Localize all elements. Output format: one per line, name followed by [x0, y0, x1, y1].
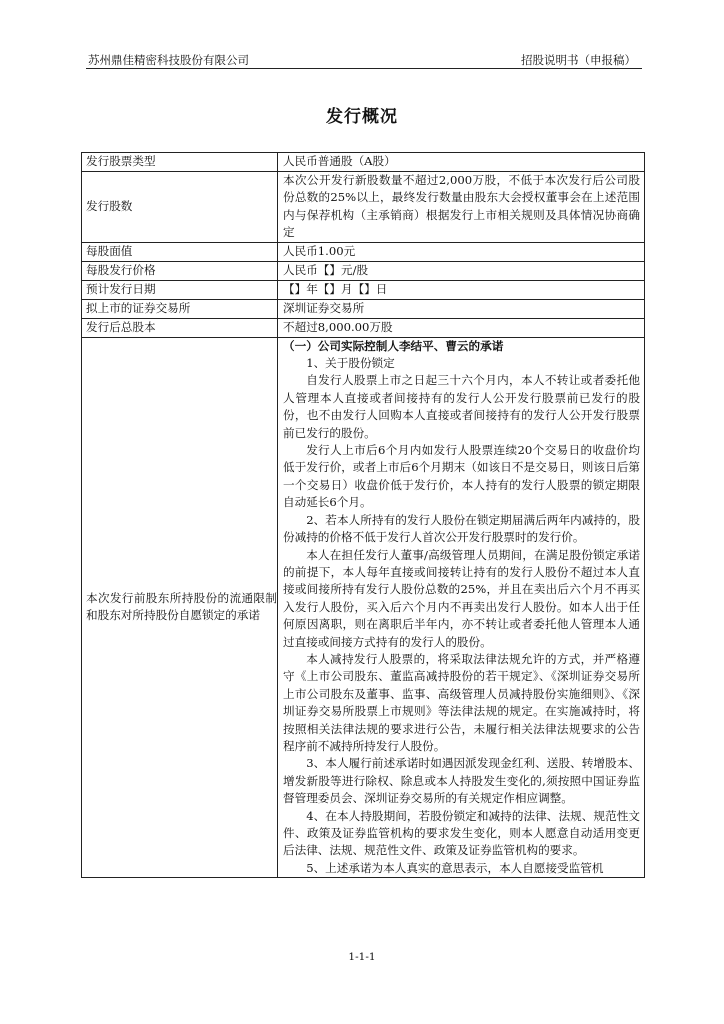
commitment-paragraph: 发行人上市后6个月内如发行人股票连续20个交易日的收盘价均低于发行价，或者上市后6个月期末（如该日不是交易日，则该日后第一个交易日）收盘价低于发行价，本人持有的发行人股票的锁定期限自动延长6个月。	[283, 443, 640, 510]
table-row	[82, 318, 645, 337]
row-value-par-value: 人民币1.00元	[278, 242, 645, 261]
row-value-stock-type: 人民币普通股（A股）	[278, 153, 645, 172]
table-row	[82, 299, 645, 318]
commitment-paragraph: 4、在本人持股期间，若股份锁定和减持的法律、法规、规范性文件、政策及证券监管机构的要求发生变化，则本人愿意自动适用变更后法律、法规、规范性文件、政策及证券监管机构的要求。	[283, 808, 640, 858]
row-label-issue-price: 每股发行价格	[82, 261, 278, 280]
row-label-total-shares: 发行后总股本	[82, 318, 278, 337]
commitment-paragraph: 2、若本人所持有的发行人股份在锁定期届满后两年内减持的，股份减持的价格不低于发行人首次公开发行股票时的发行价。	[283, 512, 640, 545]
document-name: 招股说明书（申报稿）	[521, 53, 636, 67]
page-title: 发行概况	[326, 107, 398, 127]
table-row	[82, 153, 645, 172]
table-row	[82, 337, 645, 878]
row-label-issue-shares: 发行股数	[82, 172, 278, 243]
row-label-exchange: 拟上市的证券交易所	[82, 299, 278, 318]
row-label-lockup: 本次发行前股东所持股份的流通限制和股东对所持股份自愿锁定的承诺	[86, 591, 277, 623]
row-label-issue-date: 预计发行日期	[82, 280, 278, 299]
issuance-overview-table	[81, 152, 645, 878]
commitment-heading: （一）公司实际控制人李结平、曹云的承诺	[283, 338, 504, 353]
row-label-stock-type: 发行股票类型	[82, 153, 278, 172]
table-row	[82, 242, 645, 261]
commitment-paragraph: 3、本人履行前述承诺时如遇因派发现金红利、送股、转增股本、增发新股等进行除权、除息或本人持股发生变化的,须按照中国证券监督管理委员会、深圳证券交易所的有关规定作相应调整。	[283, 756, 640, 806]
page-number: 1-1-1	[348, 951, 376, 963]
row-value-lockup-cell	[278, 337, 645, 878]
row-value-issue-shares: 本次公开发行新股数量不超过2,000万股，不低于本次发行后公司股份总数的25%以上，最终发行数量由股东大会授权董事会在上述范围内与保荐机构（主承销商）根据发行上市相关规则及具体情况协商确定	[283, 173, 640, 240]
row-value-issue-date: 【】年【】月【】日	[278, 280, 645, 299]
row-value-issue-price: 人民币【】元/股	[278, 261, 645, 280]
row-value-exchange: 深圳证券交易所	[278, 299, 645, 318]
commitment-paragraph: 1、关于股份锁定	[306, 356, 395, 371]
commitment-paragraph: 本人在担任发行人董事/高级管理人员期间，在满足股份锁定承诺的前提下，本人每年直接或间接转让持有的发行人股份不超过本人直接或间接所持有发行人股份总数的25%，并且在卖出后六个月不再买入发行人股份，买入后六个月内不再卖出发行人股份。如本人出于任何原因离职，则在离职后半年内，亦不转让或者委托他人管理本人通过直接或间接方式持有的发行人的股份。	[283, 547, 640, 649]
commitment-paragraph: 自发行人股票上市之日起三十六个月内，本人不转让或者委托他人管理本人直接或者间接持有的发行人公开发行股票前已发行的股份，也不由发行人回购本人直接或者间接持有的发行人公开发行股票前已发行的股份。	[283, 373, 640, 440]
row-value-total-shares: 不超过8,000.00万股	[278, 318, 645, 337]
commitment-paragraph: 本人减持发行人股票的，将采取法律法规允许的方式，并严格遵守《上市公司股东、董监高减持股份的若干规定》、《深圳证券交易所上市公司股东及董事、监事、高级管理人员减持股份实施细则》、《深圳证券交易所股票上市规则》等法律法规的规定。在实施减持时，将按照相关法律法规的要求进行公告，未履行相关法律法规要求的公告程序前不减持所持发行人股份。	[283, 651, 640, 753]
row-value-issue-shares-cell	[278, 172, 645, 243]
commitment-paragraph: 5、上述承诺为本人真实的意思表示，本人自愿接受监管机	[306, 860, 604, 875]
company-name: 苏州鼎佳精密科技股份有限公司	[88, 53, 249, 67]
table-row	[82, 280, 645, 299]
table-row	[82, 261, 645, 280]
table-row	[82, 172, 645, 243]
page-header	[86, 50, 642, 69]
row-label-lockup-cell	[82, 337, 278, 878]
row-label-par-value: 每股面值	[82, 242, 278, 261]
